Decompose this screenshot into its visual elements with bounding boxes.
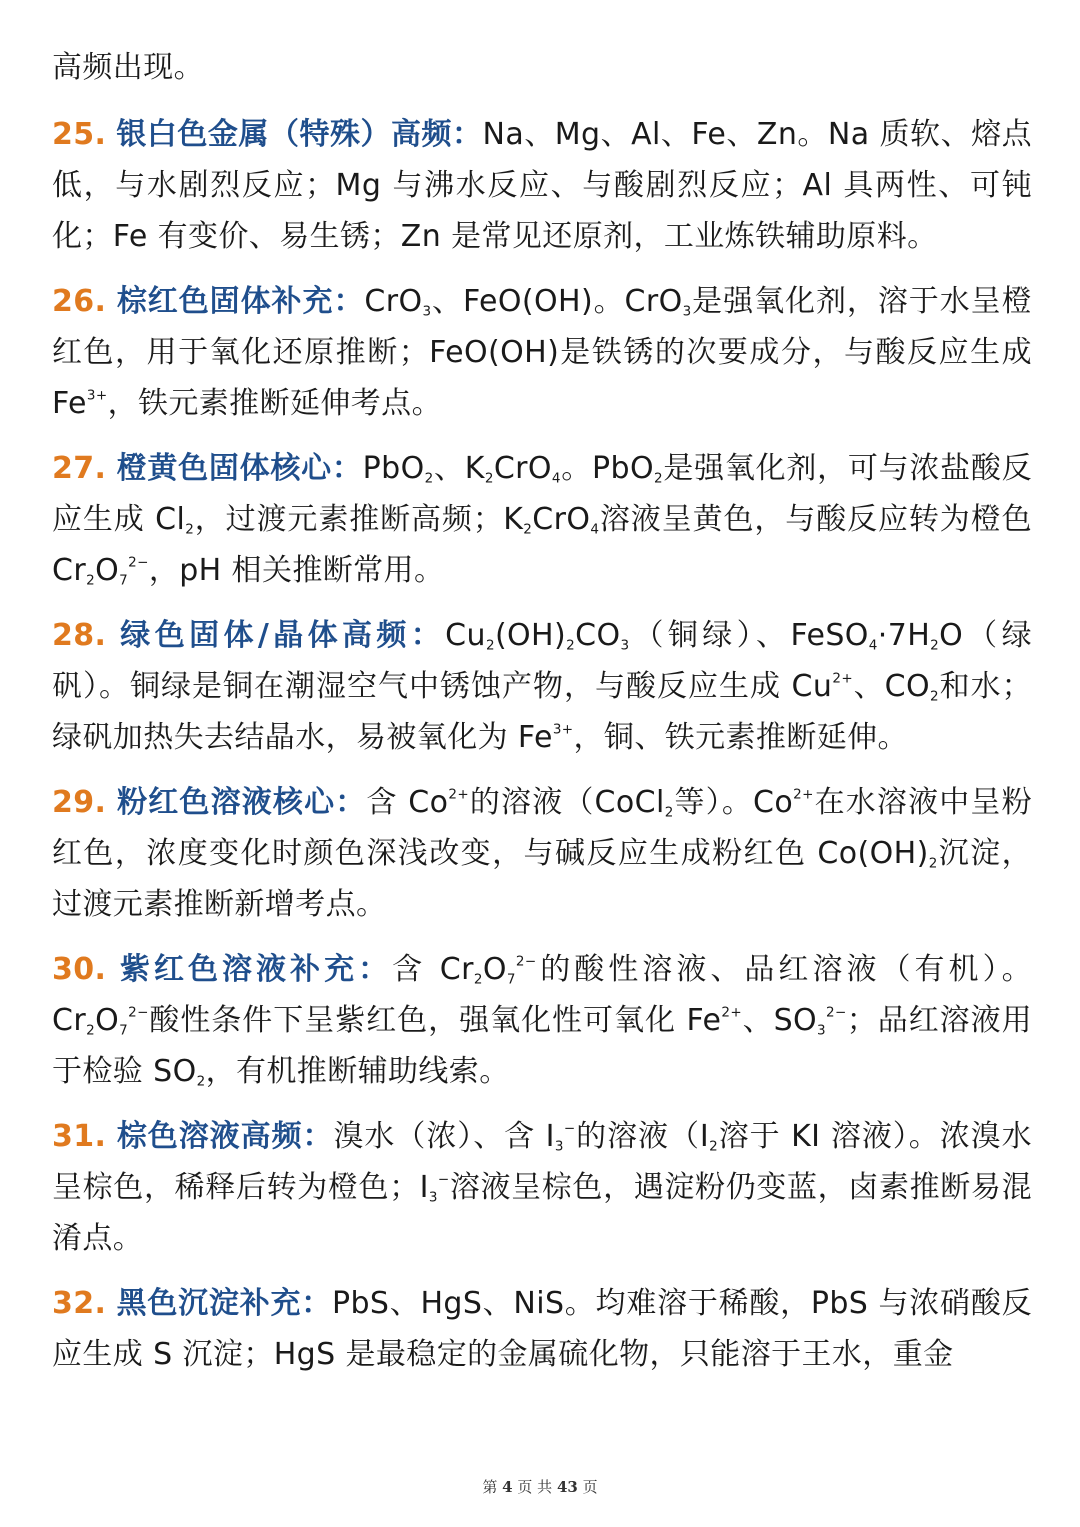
item-30 <box>52 944 1032 1097</box>
item-number: 29. <box>52 785 107 820</box>
document-page <box>52 42 1032 1394</box>
item-heading: 棕红色固体补充： <box>116 284 365 319</box>
item-body: 溴水（浓）、含 $I_3^-$的溶液（$I_2$溶于 KI 溶液）。浓溴水呈棕色，稀释后转为橙色；$I_3^-$溶液呈棕色，遇淀粉仍变蓝，卤素推断易混淆点。 <box>52 1119 1032 1256</box>
item-heading: 银白色金属（特殊）高频： <box>116 117 483 152</box>
item-heading: 棕色溶液高频： <box>116 1119 334 1154</box>
item-32 <box>52 1278 1032 1380</box>
item-heading: 橙黄色固体核心： <box>116 451 363 486</box>
page-footer <box>0 1476 1080 1497</box>
item-body: PbO$_2$、$K_2CrO_4$。PbO$_2$是强氧化剂，可与浓盐酸反应生成 $Cl_2$，过渡元素推断高频；$K_2CrO_4$溶液呈黄色，与酸反应转为橙色 $Cr_2O_7^{2-}$，pH 相关推断常用。 <box>52 451 1032 589</box>
footer-middle: 页 共 <box>517 1478 553 1496</box>
item-body: 含 $Cr_2O_7^{2-}$的酸性溶液、品红溶液（有机）。$Cr_2O_7^{2-}$酸性条件下呈紫红色，强氧化性可氧化 $Fe^{2+}$、$SO_3^{2-}$；品红溶液用于检验 $SO_2$，有机推断辅助线索。 <box>52 952 1033 1090</box>
item-body: CrO$_3$、FeO(OH)。CrO$_3$是强氧化剂，溶于水呈橙红色，用于氧化还原推断；FeO(OH)是铁锈的次要成分，与酸反应生成 $Fe^{3+}$，铁元素推断延伸考点。 <box>52 284 1033 421</box>
footer-suffix: 页 <box>582 1478 598 1496</box>
item-number: 28. <box>52 618 107 653</box>
item-27 <box>52 443 1032 596</box>
item-heading: 紫红色溶液补充： <box>119 952 393 987</box>
intro-text <box>52 42 1032 93</box>
item-number: 31. <box>52 1119 107 1154</box>
item-heading: 粉红色溶液核心： <box>117 785 367 820</box>
item-29 <box>52 777 1032 930</box>
item-body: Na、Mg、Al、Fe、Zn。Na 质软、熔点低，与水剧烈反应；Mg 与沸水反应、与酸剧烈反应；Al 具两性、可钝化；Fe 有变价、易生锈；Zn 是常见还原剂，工业炼铁辅助原料。 <box>52 117 1032 254</box>
footer-total-pages: 43 <box>556 1478 578 1496</box>
item-number: 26. <box>52 284 107 319</box>
item-heading: 黑色沉淀补充： <box>116 1286 332 1321</box>
item-heading: 绿色固体/晶体高频： <box>120 618 446 653</box>
item-body: PbS、HgS、NiS。均难溶于稀酸，PbS 与浓硝酸反应生成 S 沉淀；HgS 是最稳定的金属硫化物，只能溶于王水，重金 <box>52 1286 1032 1372</box>
item-body: $Cu_2(OH)_2CO_3$（铜绿）、$FeSO_4\cdot 7H_2O$（绿矾）。铜绿是铜在潮湿空气中锈蚀产物，与酸反应生成 $Cu^{2+}$、$CO_2$和水；绿矾加热失去结晶水，易被氧化为 $Fe^{3+}$，铜、铁元素推断延伸。 <box>52 618 1033 755</box>
intro-line: 高频出现。 <box>52 50 204 85</box>
item-number: 30. <box>52 952 107 987</box>
item-body: 含 $Co^{2+}$的溶液（CoCl$_2$等）。$Co^{2+}$在水溶液中呈粉红色，浓度变化时颜色深浅改变，与碱反应生成粉红色 $Co(OH)_2$沉淀，过渡元素推断新增考点。 <box>52 785 1032 922</box>
item-26 <box>52 276 1032 429</box>
item-28 <box>52 610 1032 763</box>
item-number: 32. <box>52 1286 107 1321</box>
footer-page-number: 4 <box>502 1478 513 1496</box>
item-31 <box>52 1111 1032 1264</box>
item-25 <box>52 109 1032 262</box>
footer-prefix: 第 <box>482 1478 498 1496</box>
item-number: 25. <box>52 117 107 152</box>
item-number: 27. <box>52 451 107 486</box>
